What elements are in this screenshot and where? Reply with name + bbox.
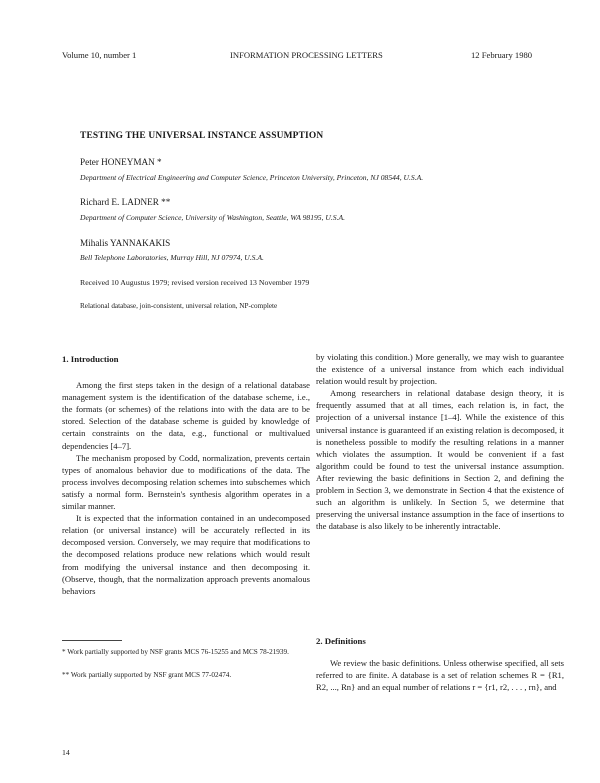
left-column <box>62 353 310 597</box>
footnote-rule <box>62 640 122 641</box>
right-column <box>316 351 564 532</box>
section-heading: 2. Definitions <box>316 636 366 646</box>
paper-title: TESTING THE UNIVERSAL INSTANCE ASSUMPTION <box>80 131 324 141</box>
issue-date: 12 February 1980 <box>471 50 533 60</box>
paragraph: Among researchers in relational database design theory, it is frequently assumed that at all times, each relation is, in fact, the projection of a universal instance [1–4]. While the existence of this universal instance is guaranteed if an existing relation is decomposed, it is nonetheless possible to modify the resulting relations in a manner which violates the assumption. It would be convenient if a fast algorithm could be found to test the universal instance assumption. After reviewing the basic definitions in Section 2, and defining the problem in Section 3, we demonstrate in Section 4 that the existence of such an algorithm is unlikely. In Section 5, we determine that preserving the universal instance assumption in the face of insertions to the database is also likely to be inherently intractable. <box>316 388 564 532</box>
author-name: Richard E. LADNER ** <box>80 197 171 207</box>
paragraph: The mechanism proposed by Codd, normalization, prevents certain types of anomalous behavior due to modifications of the data. The process involves decomposing relation schemes into subschemes which satisfy a normal form. Bernstein's synthesis algorithm operates in a similar manner. <box>62 452 310 512</box>
received-dates: Received 10 Augustus 1979; revised version received 13 November 1979 <box>80 278 310 287</box>
footnote: * Work partially supported by NSF grants MCS 76-15255 and MCS 78-21939. <box>62 648 289 656</box>
section-2 <box>316 635 564 693</box>
author-name: Mihalis YANNAKAKIS <box>80 238 171 248</box>
section-heading: 1. Introduction <box>62 354 119 364</box>
footnote: ** Work partially supported by NSF grant MCS 77-02474. <box>62 671 232 679</box>
author-affiliation: Department of Electrical Engineering and Computer Science, Princeton University, Princeton, NJ 08544, U.S.A. <box>80 173 424 182</box>
keywords: Relational database, join-consistent, universal relation, NP-complete <box>80 302 278 310</box>
paragraph: It is expected that the information contained in an undecomposed relation (or universal instance) will be accurately reflected in its decomposed version. Conversely, we may require that modifications to the decomposed relations produce new relations which would result from modifying the universal instance and then decomposing it. (Observe, though, that the normalization approach prevents anomalous behaviors <box>62 513 310 596</box>
author-affiliation: Bell Telephone Laboratories, Murray Hill, NJ 07974, U.S.A. <box>80 253 264 262</box>
paragraph: We review the basic definitions. Unless otherwise specified, all sets referred to are finite. A database is a set of relation schemes R = {R1, R2, ..., Rn} and an equal number of relations r = {r1, r2, . . . , rn}, and <box>316 658 564 693</box>
journal-name: INFORMATION PROCESSING LETTERS <box>230 50 383 60</box>
paragraph: Among the first steps taken in the design of a relational database management system is the identification of the database scheme, i.e., the formats (or schemes) of the relations into with the data are to be stored. Selection of the database scheme is guided by knowledge of certain constraints on the data, e.g., functional or multivalued dependencies [4–7]. <box>62 380 310 451</box>
author-name: Peter HONEYMAN * <box>80 157 162 167</box>
paragraph: by violating this condition.) More generally, we may wish to guarantee the existence of a universal instance from which each individual relation would result by projection. <box>316 352 564 387</box>
page-number: 14 <box>62 748 70 757</box>
author-affiliation: Department of Computer Science, University of Washington, Seattle, WA 98195, U.S.A. <box>80 213 346 222</box>
volume-label: Volume 10, number 1 <box>62 50 137 60</box>
